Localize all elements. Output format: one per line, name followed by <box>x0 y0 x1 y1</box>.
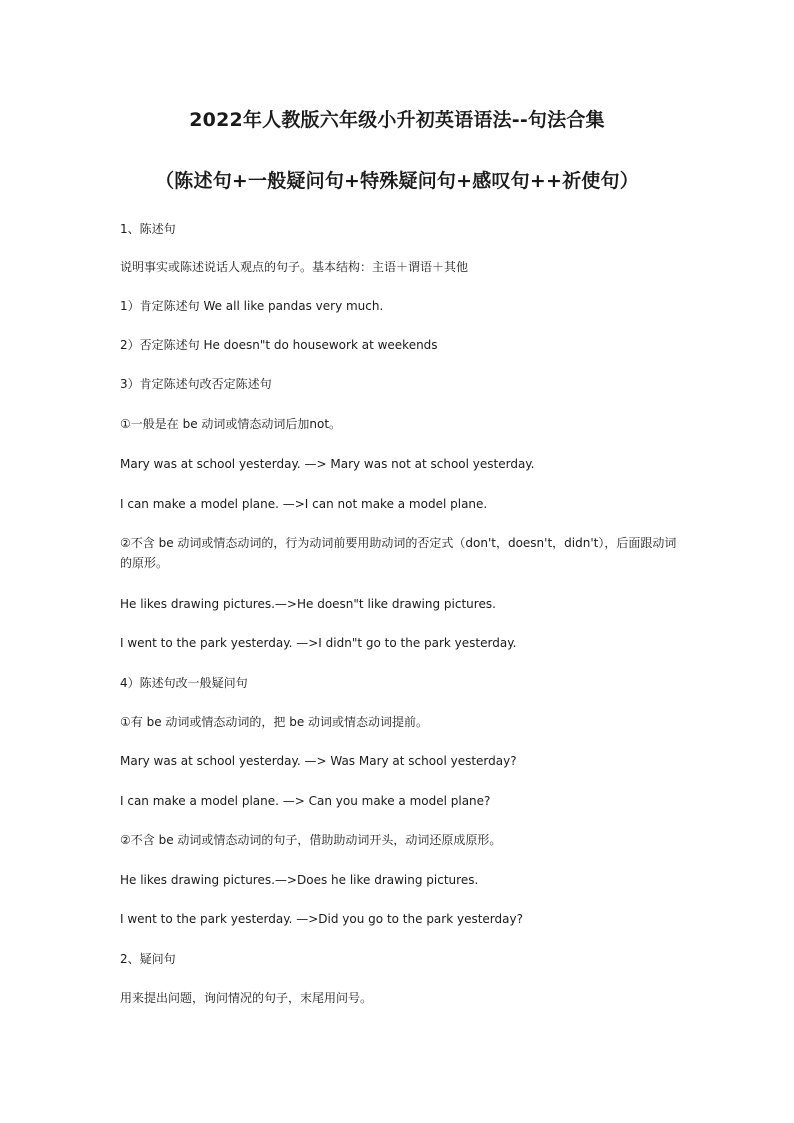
list-item: 4）陈述句改一般疑问句 <box>120 676 248 690</box>
document-title: 2022年人教版六年级小升初英语语法--句法合集 <box>189 109 605 131</box>
example-sentence: I went to the park yesterday. —>I didn"t go to the park yesterday. <box>120 636 517 650</box>
example-sentence: He likes drawing pictures.—>He doesn"t like drawing pictures. <box>120 597 496 611</box>
rule-item: ①有 be 动词或情态动词的，把 be 动词或情态动词提前。 <box>120 715 429 729</box>
example-sentence: He likes drawing pictures.—>Does he like drawing pictures. <box>120 873 479 887</box>
section-heading: 1、陈述句 <box>120 222 176 236</box>
list-item: 2）否定陈述句 He doesn"t do housework at weekends <box>120 338 438 352</box>
paragraph: 说明事实或陈述说话人观点的句子。基本结构：主语＋谓语＋其他 <box>120 260 469 274</box>
list-item: 1）肯定陈述句 We all like pandas very much. <box>120 299 384 313</box>
rule-item: ②不含 be 动词或情态动词的，行为动词前要用助动词的否定式（don't，doesn't，didn't），后面跟动词的原形。 <box>120 536 677 570</box>
rule-item: ①一般是在 be 动词或情态动词后加not。 <box>120 417 342 431</box>
document-subtitle: （陈述句+一般疑问句+特殊疑问句+感叹句++祈使句） <box>155 170 639 192</box>
list-item: 3）肯定陈述句改否定陈述句 <box>120 377 272 391</box>
example-sentence: Mary was at school yesterday. —> Mary was not at school yesterday. <box>120 457 535 471</box>
example-sentence: I went to the park yesterday. —>Did you go to the park yesterday? <box>120 912 523 926</box>
section-heading: 2、疑问句 <box>120 952 176 966</box>
rule-item: ②不含 be 动词或情态动词的句子，借助助动词开头，动词还原成原形。 <box>120 833 502 847</box>
example-sentence: I can make a model plane. —> Can you make a model plane? <box>120 794 491 808</box>
example-sentence: I can make a model plane. —>I can not make a model plane. <box>120 497 488 511</box>
paragraph: 用来提出问题，询问情况的句子，末尾用问号。 <box>120 991 373 1005</box>
example-sentence: Mary was at school yesterday. —> Was Mary at school yesterday? <box>120 754 517 768</box>
